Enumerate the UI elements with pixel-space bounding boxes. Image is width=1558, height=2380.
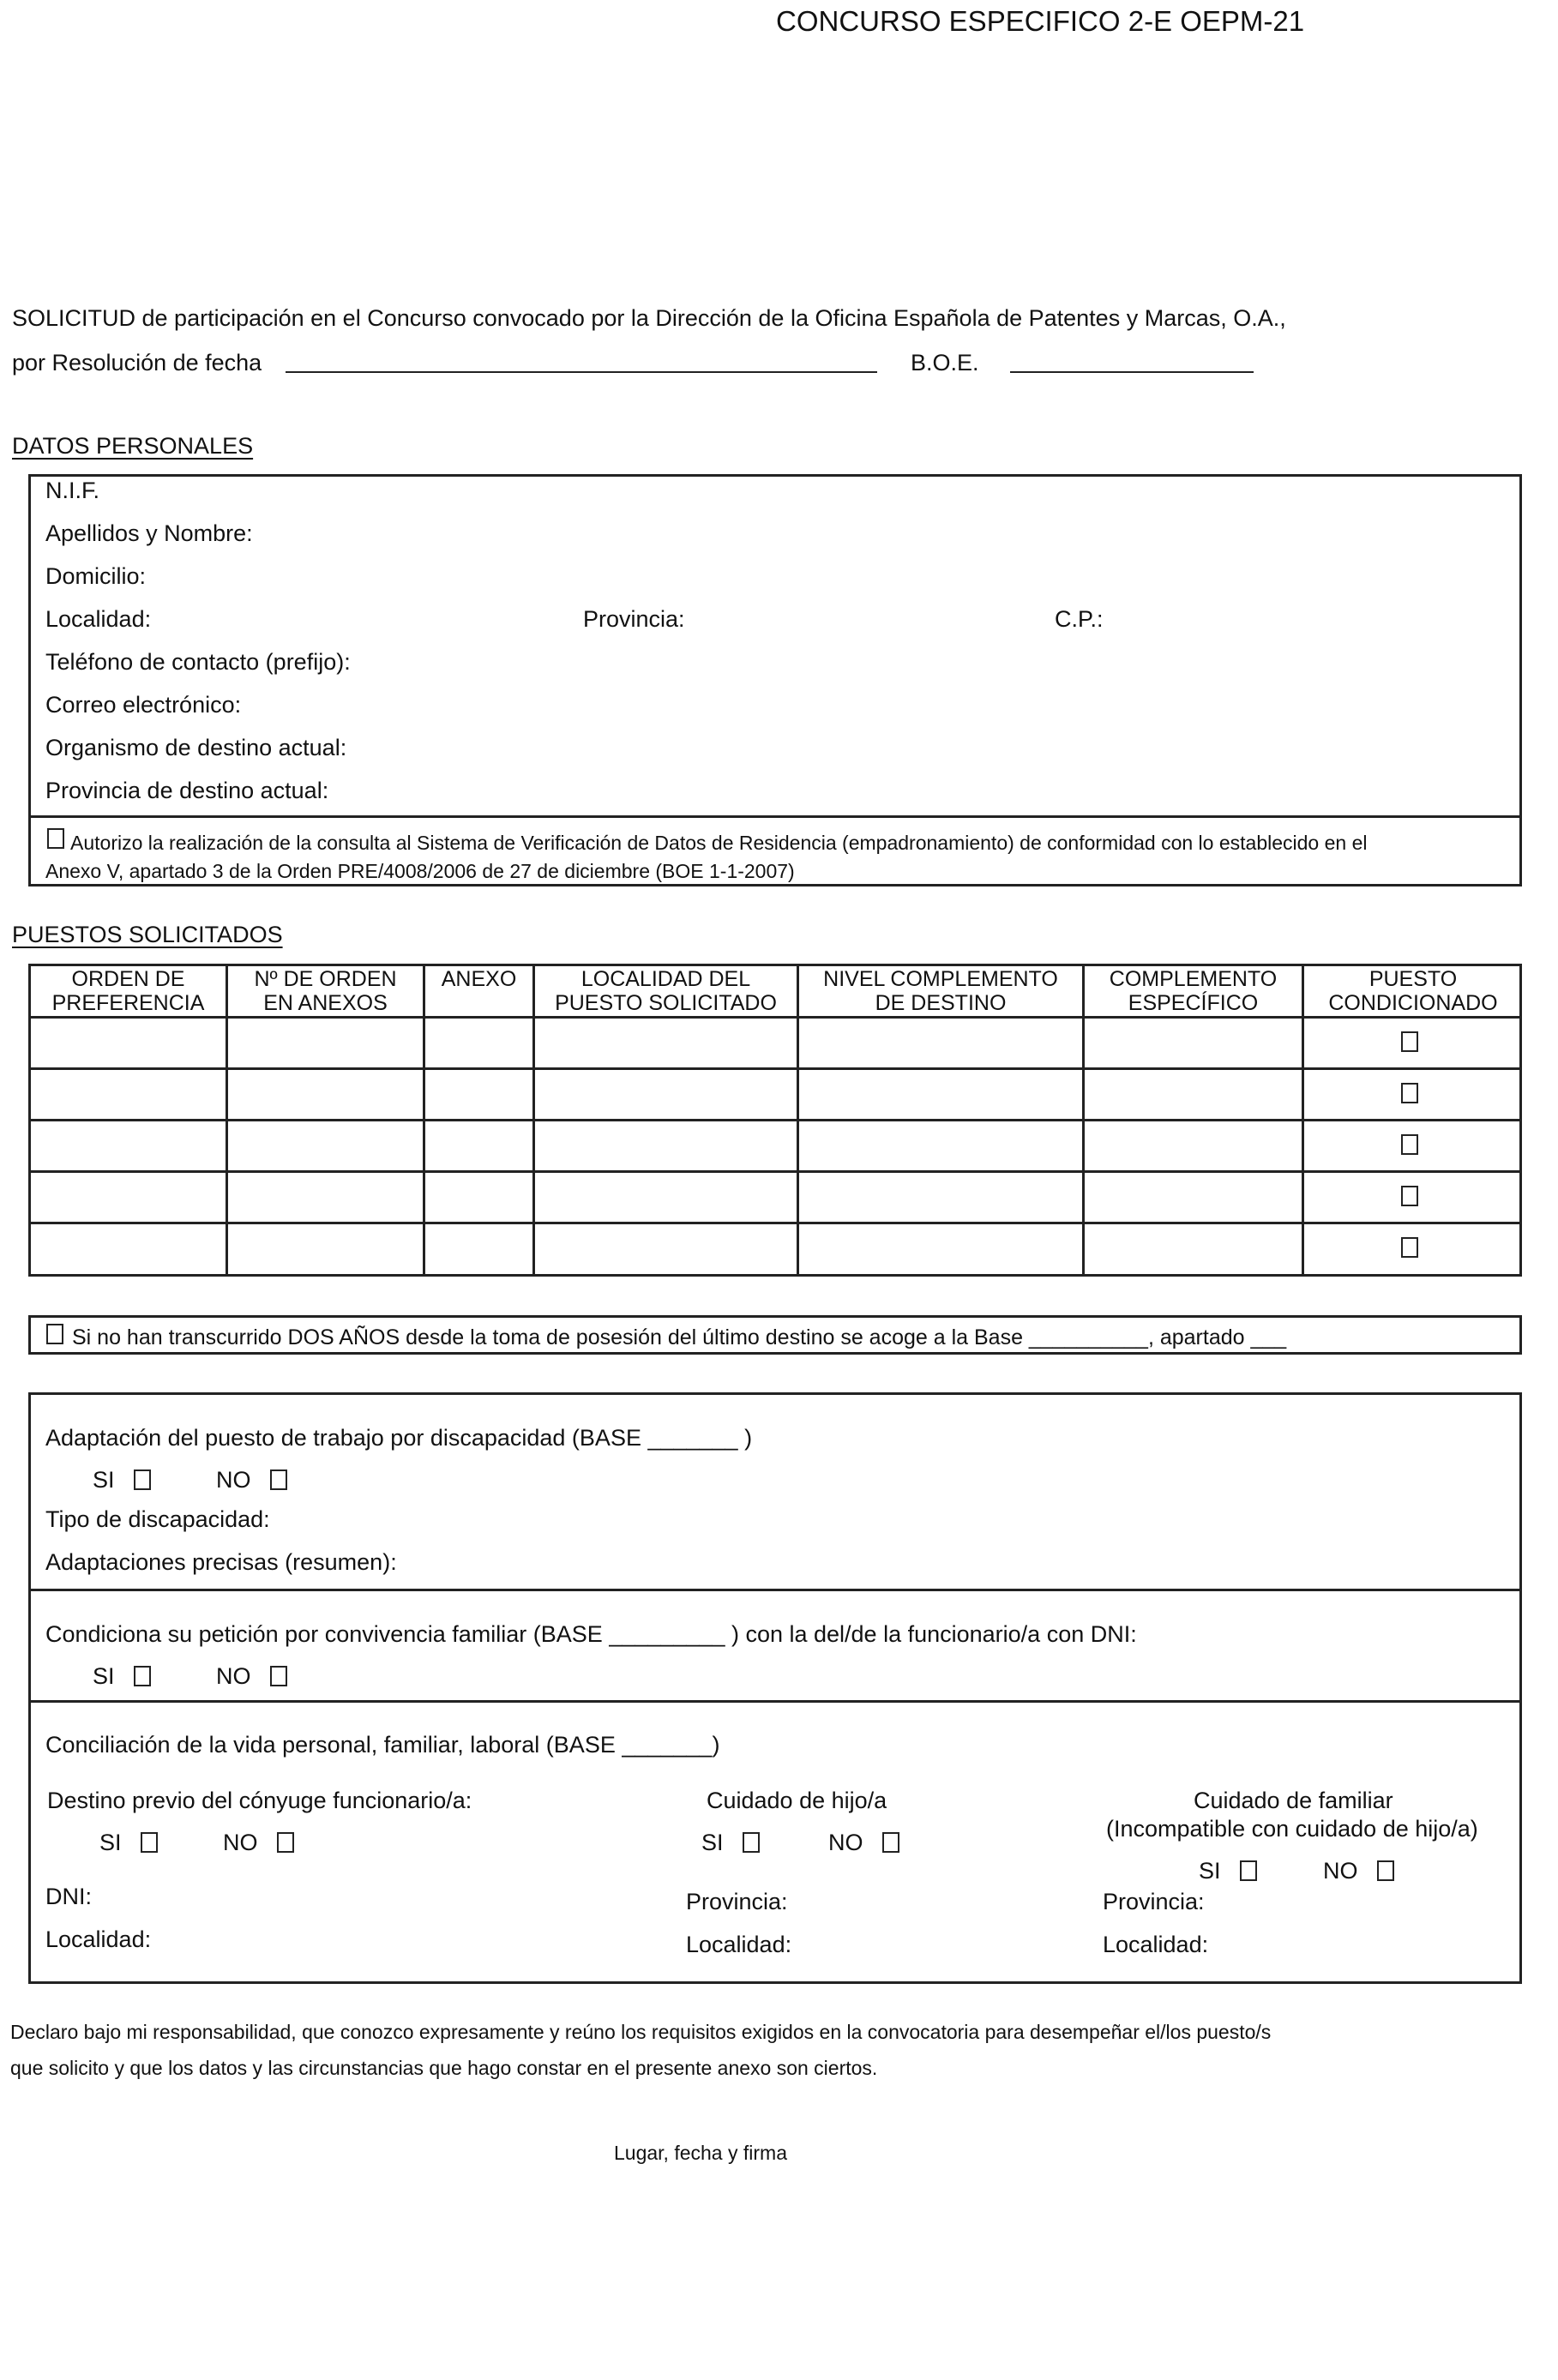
organism-label: Organismo de destino actual: [45,735,347,760]
personal-data-heading: DATOS PERSONALES [12,433,254,459]
col-header-preference: ORDEN DE PREFERENCIA [51,967,205,1015]
spouse-no-checkbox[interactable] [277,1832,294,1853]
two-years-checkbox[interactable] [46,1324,63,1344]
col-header-locality: LOCALIDAD DEL PUESTO SOLICITADO [555,967,777,1015]
child-si: SI [701,1830,760,1856]
col-header-order-annex: Nº DE ORDEN EN ANEXOS [254,967,397,1015]
requested-posts-heading: PUESTOS SOLICITADOS [12,922,283,947]
family-care-si-checkbox[interactable] [1240,1860,1257,1881]
phone-label: Teléfono de contacto (prefijo): [45,649,351,675]
adaptations-label: Adaptaciones precisas (resumen): [45,1549,397,1575]
residence-consent-checkbox[interactable] [47,828,64,849]
family-care-province-label: Provincia: [1103,1889,1205,1914]
signature-label: Lugar, fecha y firma [614,2142,787,2164]
family-no-checkbox[interactable] [270,1666,287,1686]
address-label: Domicilio: [45,563,147,589]
boe-line[interactable] [1010,371,1254,373]
child-si-checkbox[interactable] [743,1832,760,1853]
col-header-annex: ANEXO [441,967,517,991]
locality-label: Localidad: [45,606,152,632]
spouse-no: NO [223,1830,294,1856]
posts-row-rule [28,1170,1522,1173]
resolution-date-line[interactable] [286,371,877,373]
family-si-checkbox[interactable] [134,1666,151,1686]
child-care-label: Cuidado de hijo/a [707,1788,887,1813]
posts-row-rule [28,1222,1522,1224]
conditions-divider [28,1700,1522,1703]
conditioned-checkbox[interactable] [1401,1083,1418,1103]
spouse-locality-label: Localidad: [45,1926,152,1952]
child-locality-label: Localidad: [686,1932,792,1957]
family-care-no: NO [1323,1858,1394,1884]
adaptation-si: SI [93,1467,151,1494]
adaptation-title: Adaptación del puesto de trabajo por discapacidad (BASE _______ ) [45,1425,753,1451]
family-care-label: Cuidado de familiar [1194,1788,1393,1813]
conditions-divider [28,1589,1522,1591]
conditioned-checkbox[interactable] [1401,1186,1418,1206]
family-care-locality-label: Localidad: [1103,1932,1209,1957]
province-dest-label: Provincia de destino actual: [45,778,329,803]
request-intro-line1: SOLICITUD de participación en el Concurso convocado por la Dirección de la Oficina Española de Patentes y Marcas, O.A., [12,305,1286,331]
child-no: NO [828,1830,899,1856]
family-care-note: (Incompatible con cuidado de hijo/a) [1106,1816,1478,1842]
spouse-dni-label: DNI: [45,1884,92,1909]
col-header-level: NIVEL COMPLEMENTO DE DESTINO [823,967,1058,1015]
col-header-conditioned: PUESTO CONDICIONADO [1328,967,1498,1015]
adaptation-si-checkbox[interactable] [134,1469,151,1490]
request-intro-line2: por Resolución de fecha [12,350,262,376]
conditioned-checkbox[interactable] [1401,1134,1418,1155]
declaration-line1: Declaro bajo mi responsabilidad, que conozco expresamente y reúno los requisitos exigidos en la convocatoria para desempeñar el/los puesto/s [10,2021,1272,2043]
name-label: Apellidos y Nombre: [45,520,253,546]
conditioned-checkbox[interactable] [1401,1031,1418,1052]
family-care-si: SI [1199,1858,1257,1884]
adaptation-no-checkbox[interactable] [270,1469,287,1490]
postal-code-label: C.P.: [1055,606,1104,632]
boe-label: B.O.E. [911,350,979,376]
two-years-text: Si no han transcurrido DOS AÑOS desde la toma de posesión del último destino se acoge a la Base __________, apartado ___ [72,1325,1287,1349]
family-title: Condiciona su petición por convivencia familiar (BASE _________ ) con la del/de la funcionario/a con DNI: [45,1621,1137,1647]
province-label: Provincia: [583,606,685,632]
family-care-no-checkbox[interactable] [1377,1860,1394,1881]
adaptation-no: NO [216,1467,287,1494]
disability-type-label: Tipo de discapacidad: [45,1506,270,1532]
posts-row-rule [28,1119,1522,1121]
posts-header-rule [28,1016,1522,1019]
residence-consent-text: Autorizo la realización de la consulta al Sistema de Verificación de Datos de Residencia (empadronamiento) de conformidad con lo establecido en el [70,832,1368,854]
posts-col-rule [423,964,425,1277]
child-no-checkbox[interactable] [882,1832,899,1853]
declaration-line2: que solicito y que los datos y las circunstancias que hago constar en el presente anexo son ciertos. [10,2057,878,2079]
spouse-si-checkbox[interactable] [141,1832,158,1853]
posts-row-rule [28,1067,1522,1070]
nif-label: N.I.F. [45,478,100,503]
child-province-label: Provincia: [686,1889,788,1914]
conciliation-title: Conciliación de la vida personal, familiar, laboral (BASE _______) [45,1732,720,1758]
col-header-specific: COMPLEMENTO ESPECÍFICO [1109,967,1278,1015]
form-code-title: CONCURSO ESPECIFICO 2-E OEPM-21 [776,5,1305,37]
email-label: Correo electrónico: [45,692,242,718]
spouse-label: Destino previo del cónyuge funcionario/a: [47,1788,472,1813]
family-no: NO [216,1663,287,1690]
residence-consent-text-2: Anexo V, apartado 3 de la Orden PRE/4008/2006 de 27 de diciembre (BOE 1-1-2007) [45,860,795,882]
spouse-si: SI [99,1830,158,1856]
conditioned-checkbox[interactable] [1401,1237,1418,1258]
family-si: SI [93,1663,151,1690]
personal-data-divider [28,815,1522,818]
